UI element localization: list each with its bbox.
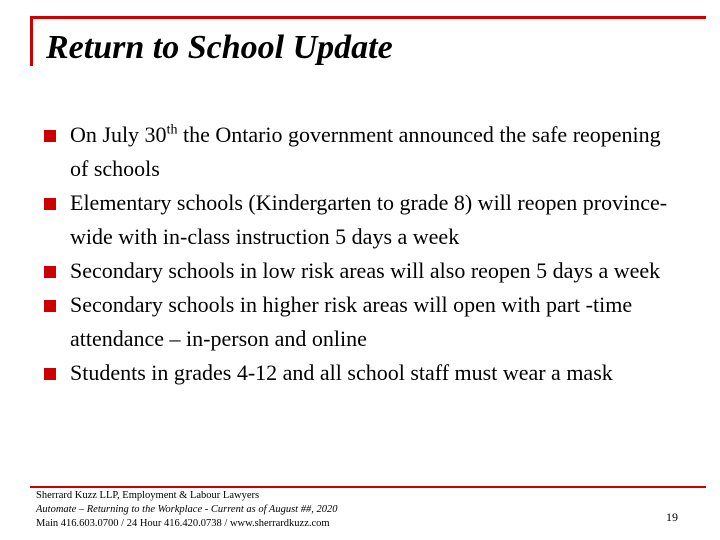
footer-rule: [30, 486, 706, 488]
bullet-square-icon: [44, 368, 56, 380]
footer: [36, 489, 456, 531]
bullet-text: On July 30: [70, 122, 167, 147]
slide-title: Return to School Update: [46, 29, 393, 66]
bullet-square-icon: [44, 300, 56, 312]
bullet-text: Secondary schools in low risk areas will also reopen 5 days a week: [70, 258, 661, 283]
bullet-square-icon: [44, 130, 56, 142]
footer-firm: Sherrard Kuzz LLP, Employment & Labour Lawyers: [36, 490, 260, 501]
bullet-text-cont: the Ontario government announced the safe reopening of schools: [70, 122, 661, 181]
bullet-text: Students in grades 4-12 and all school staff must wear a mask: [70, 360, 613, 385]
bullet-item: [44, 118, 684, 186]
title-rule-top: [30, 16, 706, 19]
bullet-item: [44, 186, 684, 254]
bullet-square-icon: [44, 198, 56, 210]
bullet-text: Elementary schools (Kindergarten to grade 8) will reopen province-wide with in-class instruction 5 days a week: [70, 190, 668, 249]
bullet-superscript: th: [166, 122, 178, 138]
footer-document: Automate – Returning to the Workplace - Current as of August ##, 2020: [36, 504, 338, 515]
page-number: 19: [666, 510, 678, 524]
bullet-square-icon: [44, 266, 56, 278]
bullet-text: Secondary schools in higher risk areas will open with part -time attendance – in-person and online: [70, 292, 633, 351]
bullet-list: [44, 118, 684, 390]
bullet-item: [44, 288, 684, 356]
bullet-item: [44, 254, 684, 288]
footer-contact: Main 416.603.0700 / 24 Hour 416.420.0738 / www.sherrardkuzz.com: [36, 518, 330, 529]
title-rule-left: [30, 16, 33, 66]
bullet-item: [44, 356, 684, 390]
